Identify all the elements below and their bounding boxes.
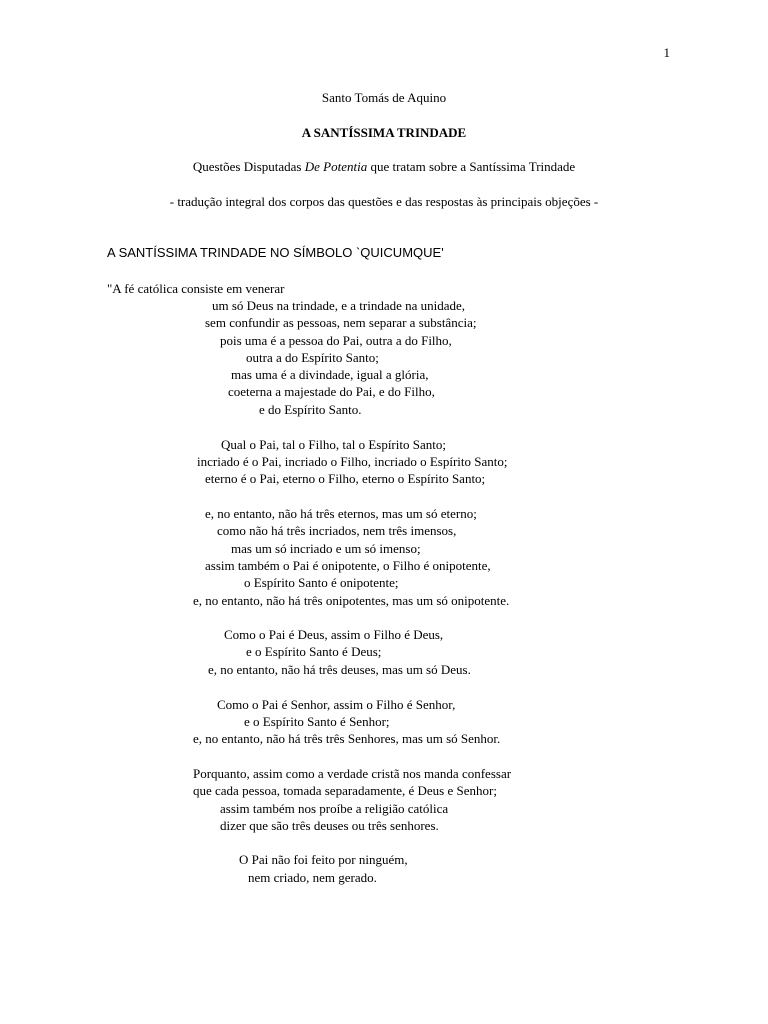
creed-line: e, no entanto, não há três eternos, mas um só eterno;: [205, 506, 477, 521]
section-heading: A SANTÍSSIMA TRINDADE NO SÍMBOLO `QUICUMQUE': [107, 245, 444, 260]
creed-line: eterno é o Pai, eterno o Filho, eterno o Espírito Santo;: [205, 471, 486, 486]
creed-line: "A fé católica consiste em venerar: [107, 281, 285, 296]
subtitle-text-after: que tratam sobre a Santíssima Trindade: [367, 159, 576, 174]
creed-line: outra a do Espírito Santo;: [246, 350, 379, 365]
creed-line: o Espírito Santo é onipotente;: [244, 575, 399, 590]
page-number: 1: [663, 45, 670, 60]
subtitle-text-before: Questões Disputadas: [192, 159, 305, 174]
creed-line: assim também o Pai é onipotente, o Filho é onipotente,: [205, 558, 491, 573]
subtitle-italic-work: De Potentia: [304, 159, 368, 174]
creed-line: Como o Pai é Deus, assim o Filho é Deus,: [224, 627, 444, 642]
creed-line: Porquanto, assim como a verdade cristã nos manda confessar: [193, 766, 512, 781]
creed-line: incriado é o Pai, incriado o Filho, incriado o Espírito Santo;: [197, 454, 508, 469]
author-name: Santo Tomás de Aquino: [321, 90, 447, 105]
creed-line: e, no entanto, não há três onipotentes, mas um só onipotente.: [193, 593, 510, 608]
creed-line: coeterna a majestade do Pai, e do Filho,: [228, 384, 435, 399]
creed-line: e o Espírito Santo é Deus;: [246, 644, 382, 659]
creed-line: Qual o Pai, tal o Filho, tal o Espírito Santo;: [221, 437, 446, 452]
document-subtitle: [0, 159, 768, 175]
creed-line: assim também nos proíbe a religião católica: [220, 801, 449, 816]
creed-line: e o Espírito Santo é Senhor;: [244, 714, 390, 729]
creed-line: um só Deus na trindade, e a trindade na unidade,: [212, 298, 466, 313]
creed-line: Como o Pai é Senhor, assim o Filho é Senhor,: [217, 697, 456, 712]
creed-line: mas uma é a divindade, igual a glória,: [231, 367, 429, 382]
translation-note: - tradução integral dos corpos das questões e das respostas às principais objeções -: [169, 194, 599, 209]
creed-line: e, no entanto, não há três três Senhores, mas um só Senhor.: [193, 731, 501, 746]
creed-line: sem confundir as pessoas, nem separar a substância;: [205, 315, 477, 330]
creed-line: e do Espírito Santo.: [259, 402, 362, 417]
creed-line: dizer que são três deuses ou três senhores.: [220, 818, 439, 833]
creed-line: que cada pessoa, tomada separadamente, é Deus e Senhor;: [193, 783, 497, 798]
creed-line: nem criado, nem gerado.: [248, 870, 377, 885]
creed-line: mas um só incriado e um só imenso;: [231, 541, 421, 556]
creed-line: O Pai não foi feito por ninguém,: [239, 852, 408, 867]
creed-line: como não há três incriados, nem três imensos,: [217, 523, 457, 538]
creed-line: pois uma é a pessoa do Pai, outra a do Filho,: [220, 333, 452, 348]
creed-line: e, no entanto, não há três deuses, mas um só Deus.: [208, 662, 471, 677]
document-title: A SANTÍSSIMA TRINDADE: [301, 125, 467, 140]
